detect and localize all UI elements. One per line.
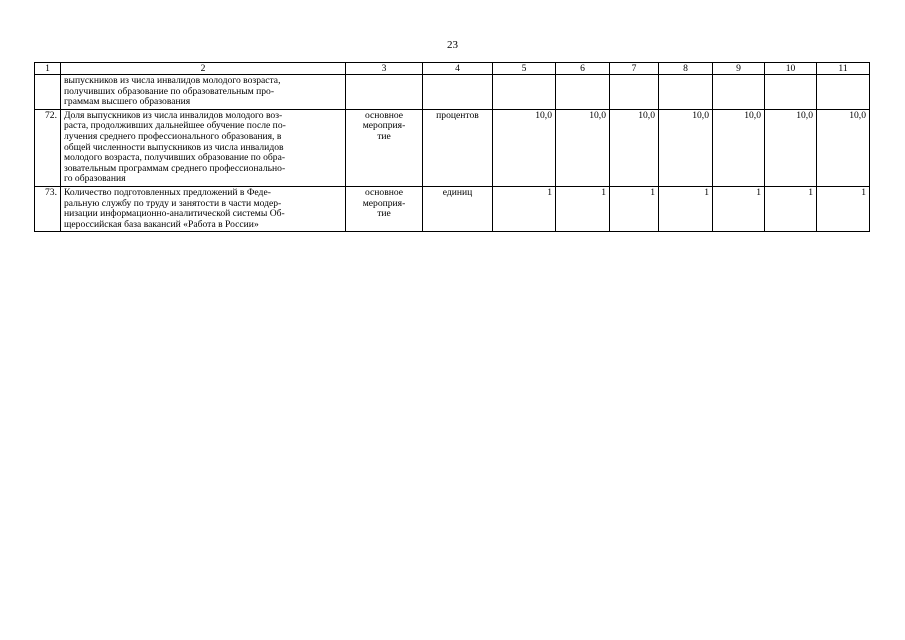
column-number: 6	[556, 63, 610, 75]
column-number: 11	[817, 63, 870, 75]
value-cell	[610, 75, 659, 110]
indicator-name	[61, 75, 346, 110]
unit: процентов	[423, 109, 493, 186]
indicator-type-line: основное	[364, 186, 404, 198]
value-cell: 10,0	[556, 109, 610, 186]
value-cell	[493, 75, 556, 110]
indicator-name-line: зовательным программам среднего профессионально-	[64, 162, 286, 174]
value-cell	[817, 75, 870, 110]
indicator-name-line: получивших образование по образовательным про-	[64, 85, 275, 97]
column-number-row	[35, 63, 870, 75]
column-number: 10	[765, 63, 817, 75]
indicator-type-line: тие	[377, 130, 391, 142]
indicators-table	[34, 62, 870, 232]
indicator-type	[346, 75, 423, 110]
indicator-name-line: щероссийская база вакансий «Работа в России»	[64, 218, 259, 230]
table-row	[35, 186, 870, 231]
indicator-name-line: раста, продолживших дальнейшее обучение после по-	[64, 120, 286, 132]
indicator-type-line: основное	[364, 109, 404, 121]
value-cell: 1	[493, 186, 556, 231]
indicator-type-line: мероприя-	[362, 120, 406, 132]
indicator-name-line: общей численности выпускников из числа инвалидов	[64, 141, 284, 153]
indicator-type-line: тие	[377, 208, 391, 220]
value-cell: 1	[659, 186, 713, 231]
table-row	[35, 109, 870, 186]
indicator-name-line: молодого возраста, получивших образование по обра-	[64, 152, 286, 164]
value-cell: 1	[817, 186, 870, 231]
value-cell: 1	[556, 186, 610, 231]
value-cell	[765, 75, 817, 110]
indicator-name-line: выпускников из числа инвалидов молодого возраста,	[64, 75, 281, 86]
value-cell: 10,0	[659, 109, 713, 186]
column-number: 8	[659, 63, 713, 75]
value-cell: 10,0	[817, 109, 870, 186]
value-cell: 1	[765, 186, 817, 231]
indicator-name-line: лучения среднего профессионального образования, в	[64, 130, 282, 142]
value-cell: 1	[713, 186, 765, 231]
column-number: 9	[713, 63, 765, 75]
value-cell: 10,0	[493, 109, 556, 186]
value-cell: 10,0	[610, 109, 659, 186]
table-row	[35, 75, 870, 110]
value-cell: 10,0	[713, 109, 765, 186]
indicator-type	[346, 186, 423, 231]
indicator-name-line: граммам высшего образования	[64, 96, 191, 108]
value-cell	[556, 75, 610, 110]
value-cell: 1	[610, 186, 659, 231]
value-cell: 10,0	[765, 109, 817, 186]
indicator-name-line: Доля выпускников из числа инвалидов молодого воз-	[64, 109, 283, 121]
column-number: 4	[423, 63, 493, 75]
indicator-name	[61, 109, 346, 186]
row-number	[35, 75, 61, 110]
indicator-name-line: ральную службу по труду и занятости в части модер-	[64, 197, 282, 209]
column-number: 2	[61, 63, 346, 75]
row-number: 73.	[35, 186, 61, 231]
column-number: 3	[346, 63, 423, 75]
column-number: 5	[493, 63, 556, 75]
indicator-type-line: мероприя-	[362, 197, 406, 209]
row-number: 72.	[35, 109, 61, 186]
column-number: 7	[610, 63, 659, 75]
unit: единиц	[423, 186, 493, 231]
value-cell	[713, 75, 765, 110]
indicator-name-line: низации информационно-аналитической системы Об-	[64, 208, 285, 220]
indicator-name-line: Количество подготовленных предложений в Феде-	[64, 186, 271, 198]
indicator-name-line: го образования	[64, 173, 126, 185]
unit	[423, 75, 493, 110]
indicator-name	[61, 186, 346, 231]
indicator-type	[346, 109, 423, 186]
value-cell	[659, 75, 713, 110]
page-number: 23	[447, 39, 458, 51]
column-number: 1	[35, 63, 61, 75]
